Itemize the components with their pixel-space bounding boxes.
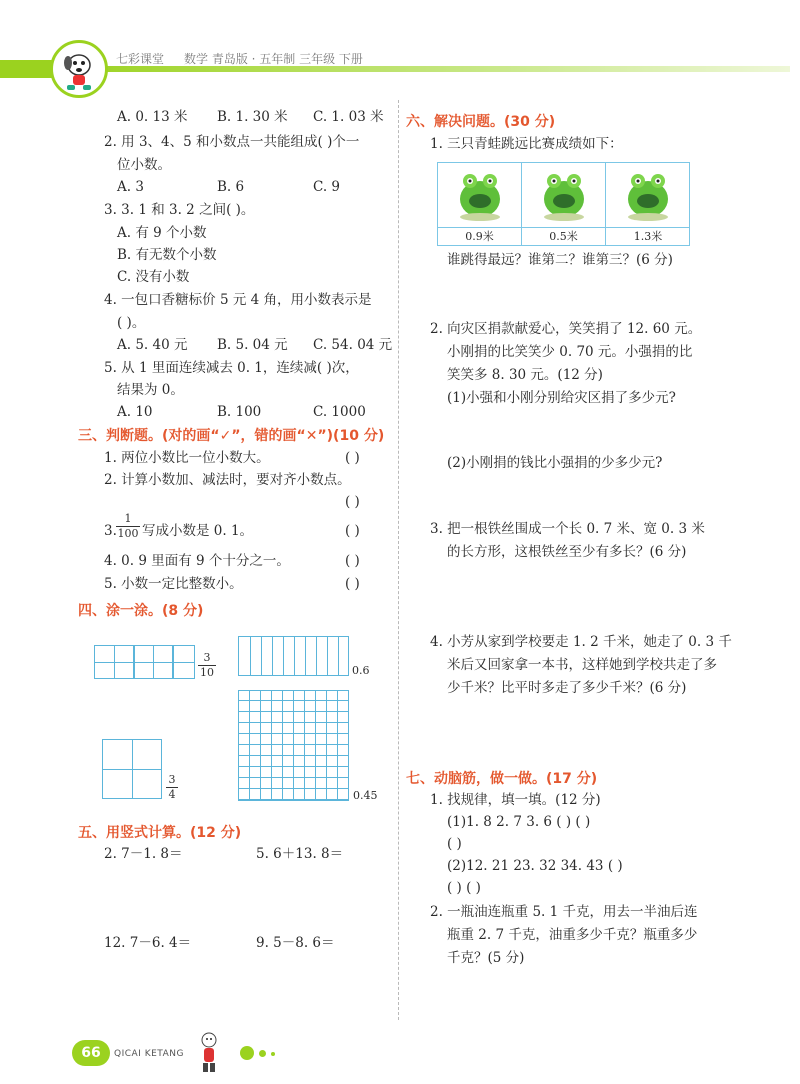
grid-hundredths[interactable] — [238, 690, 349, 801]
footer-dot-large — [240, 1046, 254, 1060]
q4-opt-c: C. 54. 04 元 — [313, 337, 393, 353]
q5-line2: 结果为 0。 — [117, 382, 184, 398]
p2-line1: 2. 向灾区捐款献爱心，笑笑捐了 12. 60 元。 — [430, 321, 702, 337]
header-series: 七彩课堂 — [116, 52, 165, 66]
frog-cell-1 — [438, 163, 522, 227]
p3-line2: 的长方形，这根铁丝至少有多长？(6 分) — [447, 544, 687, 560]
q1-opt-c: C. 1. 03 米 — [313, 109, 384, 125]
footer-brand: QICAI KETANG — [114, 1049, 184, 1059]
q5-opt-b: B. 100 — [217, 404, 262, 420]
q2-opt-b: B. 6 — [217, 179, 245, 195]
footer-mascot — [196, 1030, 222, 1076]
frog-label-1: 0.9米 — [438, 227, 522, 245]
b2-line2: 瓶重 2. 7 千克，油重多少千克？瓶重多少 — [447, 927, 698, 943]
judge-4: 4. 0. 9 里面有 9 个十分之一。 — [104, 553, 290, 569]
q4-line2: ( )。 — [117, 315, 146, 331]
judge-5: 5. 小数一定比整数小。 — [104, 576, 243, 592]
section6-title: 六、解决问题。(30 分) — [406, 114, 556, 130]
q2-opt-a: A. 3 — [117, 179, 144, 195]
dog-mascot-icon — [196, 1030, 222, 1076]
b1-row2: ( ) — [447, 836, 462, 852]
q4-opt-a: A. 5. 40 元 — [117, 337, 188, 353]
section3-title: 三、判断题。(对的画“✓”，错的画“✕”)(10 分) — [78, 428, 385, 444]
q1-opt-a: A. 0. 13 米 — [117, 109, 188, 125]
calc-2: 5. 6＋13. 8＝ — [256, 846, 344, 862]
judge-3-paren: ( ) — [345, 523, 360, 539]
calc-3: 12. 7－6. 4＝ — [104, 935, 192, 951]
judge-3-prefix: 3. — [104, 523, 117, 539]
frog-icon — [522, 163, 606, 227]
p1-question: 谁跳得最远？谁第二？谁第三？(6 分) — [447, 252, 673, 268]
frog-cell-2 — [522, 163, 606, 227]
b2-line1: 2. 一瓶油连瓶重 5. 1 千克，用去一半油后连 — [430, 904, 698, 920]
q2-line1: 2. 用 3、4、5 和小数点一共能组成( )个一 — [104, 134, 360, 150]
calc-1: 2. 7－1. 8＝ — [104, 846, 183, 862]
judge-3: 写成小数是 0. 1。 — [142, 523, 254, 539]
footer-page-badge — [72, 1040, 110, 1066]
q3-opt-c: C. 没有小数 — [117, 269, 190, 285]
judge-3-numerator: 1 — [124, 512, 132, 525]
p2-sub2: (2)小刚捐的钱比小强捐的少多少元? — [447, 455, 663, 471]
frac-three-quarters: 3 4 — [166, 774, 178, 801]
frog-label-3: 1.3米 — [606, 227, 690, 245]
frac-three-tenths: 3 10 — [200, 651, 214, 679]
q5-opt-a: A. 10 — [117, 404, 153, 420]
p4-line3: 少千米？比平时多走了多少千米？(6 分) — [447, 680, 687, 696]
b1-text: 1. 找规律，填一填。(12 分) — [430, 792, 601, 808]
q5-line1: 5. 从 1 里面连续减去 0. 1，连续减( )次， — [104, 360, 359, 376]
section5-title: 五、用竖式计算。(12 分) — [78, 825, 242, 841]
header-info: 数学 青岛版 · 五年制 三年级 下册 — [184, 52, 363, 66]
q2-line2: 位小数。 — [117, 157, 171, 173]
p4-line2: 米后又回家拿一本书，这样她到学校共走了多 — [447, 657, 717, 673]
calc-4: 9. 5－8. 6＝ — [256, 935, 335, 951]
label-0-45: 0.45 — [353, 789, 378, 802]
label-0-6: 0.6 — [352, 664, 370, 677]
column-divider — [398, 100, 399, 1020]
judge-1-paren: ( ) — [345, 450, 360, 466]
judge-2: 2. 计算小数加、减法时，要对齐小数点。 — [104, 472, 351, 488]
p1-text: 1. 三只青蛙跳远比赛成绩如下： — [430, 136, 623, 152]
grid-vertical-tenths[interactable] — [238, 636, 349, 676]
dog-mascot-icon — [53, 43, 105, 95]
frog-cell-3 — [606, 163, 690, 227]
frog-icon — [606, 163, 690, 227]
b2-line3: 千克？(5 分) — [447, 950, 525, 966]
q4-opt-b: B. 5. 04 元 — [217, 337, 288, 353]
q3-line1: 3. 3. 1 和 3. 2 之间( )。 — [104, 202, 255, 218]
frog-label-2: 0.5米 — [522, 227, 606, 245]
mascot-logo — [50, 40, 108, 98]
q5-opt-c: C. 1000 — [313, 404, 366, 420]
p2-sub1: (1)小强和小刚分别给灾区捐了多少元? — [447, 390, 676, 406]
grid-tenths[interactable] — [94, 645, 195, 679]
p4-line1: 4. 小芳从家到学校要走 1. 2 千米，她走了 0. 3 千 — [430, 634, 732, 650]
judge-5-paren: ( ) — [345, 576, 360, 592]
p3-line1: 3. 把一根铁丝围成一个长 0. 7 米、宽 0. 3 米 — [430, 521, 705, 537]
p2-line2: 小刚捐的比笑笑少 0. 70 元。小强捐的比 — [447, 344, 693, 360]
judge-3-fraction — [116, 513, 140, 540]
b1-row4: ( ) ( ) — [447, 880, 481, 896]
b1-row1: (1)1. 8 2. 7 3. 6 ( ) ( ) — [447, 814, 591, 830]
p2-line3: 笑笑多 8. 30 元。(12 分) — [447, 367, 603, 383]
q3-opt-a: A. 有 9 个小数 — [117, 225, 207, 241]
frog-table — [437, 162, 690, 246]
q2-opt-c: C. 9 — [313, 179, 341, 195]
q1-opt-b: B. 1. 30 米 — [217, 109, 288, 125]
section4-title: 四、涂一涂。(8 分) — [78, 603, 204, 619]
judge-3-denominator: 100 — [117, 527, 139, 540]
b1-row3: (2)12. 21 23. 32 34. 43 ( ) — [447, 858, 623, 874]
footer-dot-mid — [259, 1050, 266, 1057]
footer-dot-small — [271, 1052, 275, 1056]
page-number: 66 — [81, 1045, 101, 1061]
section7-title: 七、动脑筋，做一做。(17 分) — [406, 771, 598, 787]
judge-2-paren: ( ) — [345, 494, 360, 510]
judge-1: 1. 两位小数比一位小数大。 — [104, 450, 270, 466]
judge-4-paren: ( ) — [345, 553, 360, 569]
q4-line1: 4. 一包口香糖标价 5 元 4 角，用小数表示是 — [104, 292, 372, 308]
frog-icon — [438, 163, 522, 227]
grid-quarters[interactable] — [102, 739, 162, 799]
q3-opt-b: B. 有无数个小数 — [117, 247, 217, 263]
